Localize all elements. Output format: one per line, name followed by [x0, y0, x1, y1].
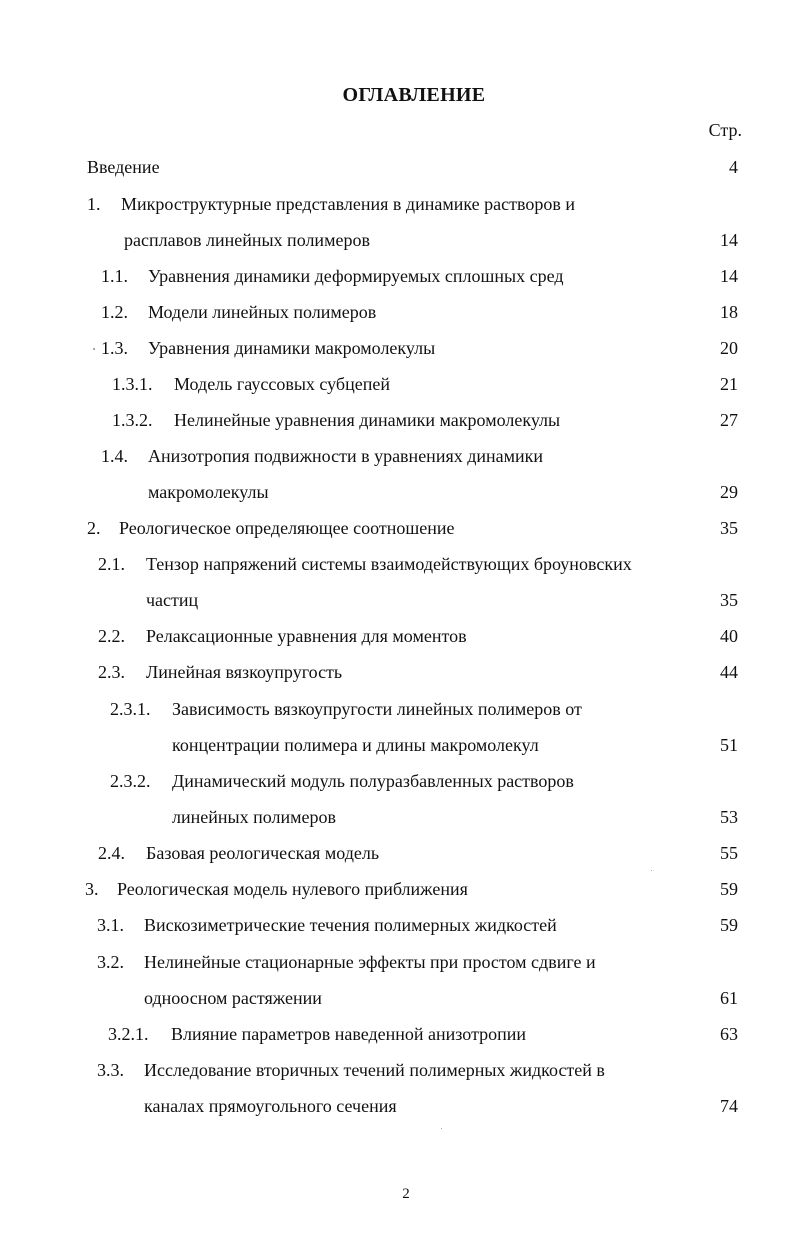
toc-entry-text: 1.3.1. Модель гауссовых субцепей: [112, 374, 390, 394]
toc-entry-page: 20: [720, 338, 738, 358]
toc-entry-number: 1.1.: [101, 266, 128, 286]
toc-entry-text: частиц: [146, 590, 199, 610]
toc-entry-text: 2. Реологическое определяющее соотношение: [87, 518, 455, 538]
toc-entry-page: 63: [720, 1024, 738, 1044]
toc-entry-number: 1.3.2.: [112, 410, 153, 430]
scan-speck: [651, 870, 652, 871]
toc-entry-page: 27: [720, 410, 738, 430]
toc-entry-page: 55: [720, 843, 738, 863]
toc-entry-number: 1.3.: [101, 338, 128, 358]
toc-entry-page: 61: [720, 988, 738, 1008]
toc-entry-text: 2.4. Базовая реологическая модель: [98, 843, 380, 863]
toc-entry-number: 1.3.1.: [112, 374, 153, 394]
toc-entry-text: 1.3.2. Нелинейные уравнения динамики макромолекулы: [112, 410, 561, 430]
page-title: ОГЛАВЛЕНИЕ: [342, 84, 486, 106]
toc-entry-text: концентрации полимера и длины макромолекул: [172, 735, 539, 755]
toc-entry-page: 59: [720, 879, 738, 899]
toc-entry-text: 3. Реологическая модель нулевого приближения: [85, 879, 468, 899]
scan-speck: [441, 1128, 442, 1129]
toc-entry-number: 2.: [87, 518, 101, 538]
toc-entry-page: 14: [720, 266, 738, 286]
toc-entry-number: 2.3.: [98, 662, 125, 682]
toc-entry-text: расплавов линейных полимеров: [124, 230, 370, 250]
toc-entry-page: 51: [720, 735, 738, 755]
toc-entry-text: 1.2. Модели линейных полимеров: [101, 302, 377, 322]
page-number: 2: [402, 1186, 410, 1202]
toc-entry-text: 1.3. Уравнения динамики макромолекулы: [101, 338, 436, 358]
toc-entry-page: 21: [720, 374, 738, 394]
toc-entry-page: 59: [720, 915, 738, 935]
toc-entry-text: каналах прямоугольного сечения: [144, 1096, 397, 1116]
toc-entry-number: 3.1.: [97, 915, 124, 935]
toc-entry-number: 2.3.1.: [110, 699, 151, 719]
toc-entry-text: 3.3. Исследование вторичных течений полимерных жидкостей в: [97, 1060, 605, 1080]
toc-entry-text: 1.1. Уравнения динамики деформируемых сплошных сред: [101, 266, 564, 286]
toc-entry-page: 35: [720, 590, 738, 610]
toc-entry-number: 3.: [85, 879, 99, 899]
toc-entry-number: 2.2.: [98, 626, 125, 646]
toc-entry-number: 3.2.: [97, 952, 124, 972]
toc-entry-text: 2.2. Релаксационные уравнения для моментов: [98, 626, 467, 646]
toc-entry-number: 1.: [87, 194, 101, 214]
toc-entry-page: 40: [720, 626, 738, 646]
toc-entry-text: макромолекулы: [148, 482, 269, 502]
toc-entry-page: 35: [720, 518, 738, 538]
page-column-header: Стр.: [708, 120, 742, 140]
toc-entry-number: 3.3.: [97, 1060, 124, 1080]
toc-entry-number: 2.3.2.: [110, 771, 151, 791]
toc-entry-text: линейных полимеров: [172, 807, 336, 827]
toc-entry-number: 1.2.: [101, 302, 128, 322]
toc-entry-text: одноосном растяжении: [144, 988, 322, 1008]
toc-entry-text: 2.1. Тензор напряжений системы взаимодействующих броуновских: [98, 554, 632, 574]
toc-entry-text: Введение: [87, 157, 160, 177]
toc-entry-page: 53: [720, 807, 738, 827]
toc-entry-page: 74: [720, 1096, 738, 1116]
toc-entry-number: 2.1.: [98, 554, 125, 574]
toc-entry-text: 3.2.1. Влияние параметров наведенной анизотропии: [108, 1024, 527, 1044]
toc-entry-page: 14: [720, 230, 738, 250]
toc-entry-text: 2.3. Линейная вязкоупругость: [98, 662, 343, 682]
toc-entry-page: 29: [720, 482, 738, 502]
toc-entry-number: 1.4.: [101, 446, 128, 466]
toc-entry-number: 3.2.1.: [108, 1024, 149, 1044]
toc-entry-text: 2.3.2. Динамический модуль полуразбавленных растворов: [110, 771, 574, 791]
toc-entry-text: 3.2. Нелинейные стационарные эффекты при простом сдвиге и: [97, 952, 596, 972]
toc-entry-text: 1.4. Анизотропия подвижности в уравнениях динамики: [101, 446, 544, 466]
toc-entry-page: 4: [729, 157, 738, 177]
toc-entry-number: 2.4.: [98, 843, 125, 863]
scan-speck: [93, 348, 95, 350]
toc-entry-text: 2.3.1. Зависимость вязкоупругости линейных полимеров от: [110, 699, 582, 719]
toc-entry-text: 3.1. Вискозиметрические течения полимерных жидкостей: [97, 915, 557, 935]
toc-entry-page: 18: [720, 302, 738, 322]
toc-entry-page: 44: [720, 662, 738, 682]
toc-entry-text: 1. Микроструктурные представления в динамике растворов и: [87, 194, 575, 214]
